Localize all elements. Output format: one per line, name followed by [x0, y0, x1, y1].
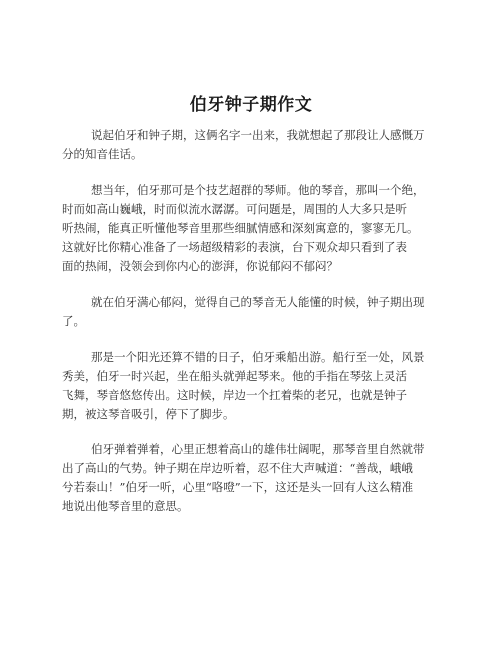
paragraph-line: 兮若泰山！”伯牙一听，心里“咯噔”一下，这还是头一回有人这么精准 — [62, 480, 414, 494]
paragraph-5 — [62, 440, 442, 516]
paragraph-line: 想当年，伯牙那可是个技艺超群的琴师。他的琴音，那叫一个绝， — [91, 183, 425, 197]
paragraph-3 — [62, 293, 442, 331]
document-title: 伯牙钟子期作文 — [189, 95, 313, 115]
paragraph-line: 时而如高山巍峨，时而似流水潺潺。可问题是，周围的人大多只是听 — [62, 202, 407, 216]
paragraph-line: 了。 — [62, 314, 85, 328]
paragraph-1 — [62, 126, 442, 164]
paragraph-line: 就在伯牙满心郁闷，觉得自己的琴音无人能懂的时候，钟子期出现 — [91, 295, 425, 309]
paragraph-2 — [62, 181, 442, 276]
paragraph-4 — [62, 348, 442, 424]
paragraph-line: 期，被这琴音吸引，停下了脚步。 — [62, 407, 235, 421]
paragraph-line: 秀美，伯牙一时兴起，坐在船头就弹起琴来。他的手指在琴弦上灵活 — [62, 369, 407, 383]
paragraph-line: 这就好比你精心准备了一场超级精彩的表演，台下观众却只看到了表 — [62, 240, 407, 254]
paragraph-line: 说起伯牙和钟子期，这俩名字一出来，我就想起了那段让人感慨万 — [91, 128, 425, 142]
paragraph-line: 伯牙弹着弹着，心里正想着高山的雄伟壮阔呢，那琴音里自然就带 — [91, 442, 425, 456]
paragraph-line: 面的热闹，没领会到你内心的澎湃，你说郁闷不郁闷？ — [62, 259, 338, 273]
paragraph-line: 听热闹，能真正听懂他琴音里那些细腻情感和深刻寓意的，寥寥无几。 — [62, 221, 419, 235]
paragraph-line: 分的知音佳话。 — [62, 147, 143, 161]
paragraph-line: 出了高山的气势。钟子期在岸边听着，忍不住大声喊道：“善哉，峨峨 — [62, 461, 413, 475]
paragraph-line: 那是一个阳光还算不错的日子，伯牙乘船出游。船行至一处，风景 — [91, 350, 425, 364]
paragraph-line: 飞舞，琴音悠悠传出。这时候，岸边一个扛着柴的老兄，也就是钟子 — [62, 388, 407, 402]
paragraph-line: 地说出他琴音里的意思。 — [62, 499, 189, 513]
